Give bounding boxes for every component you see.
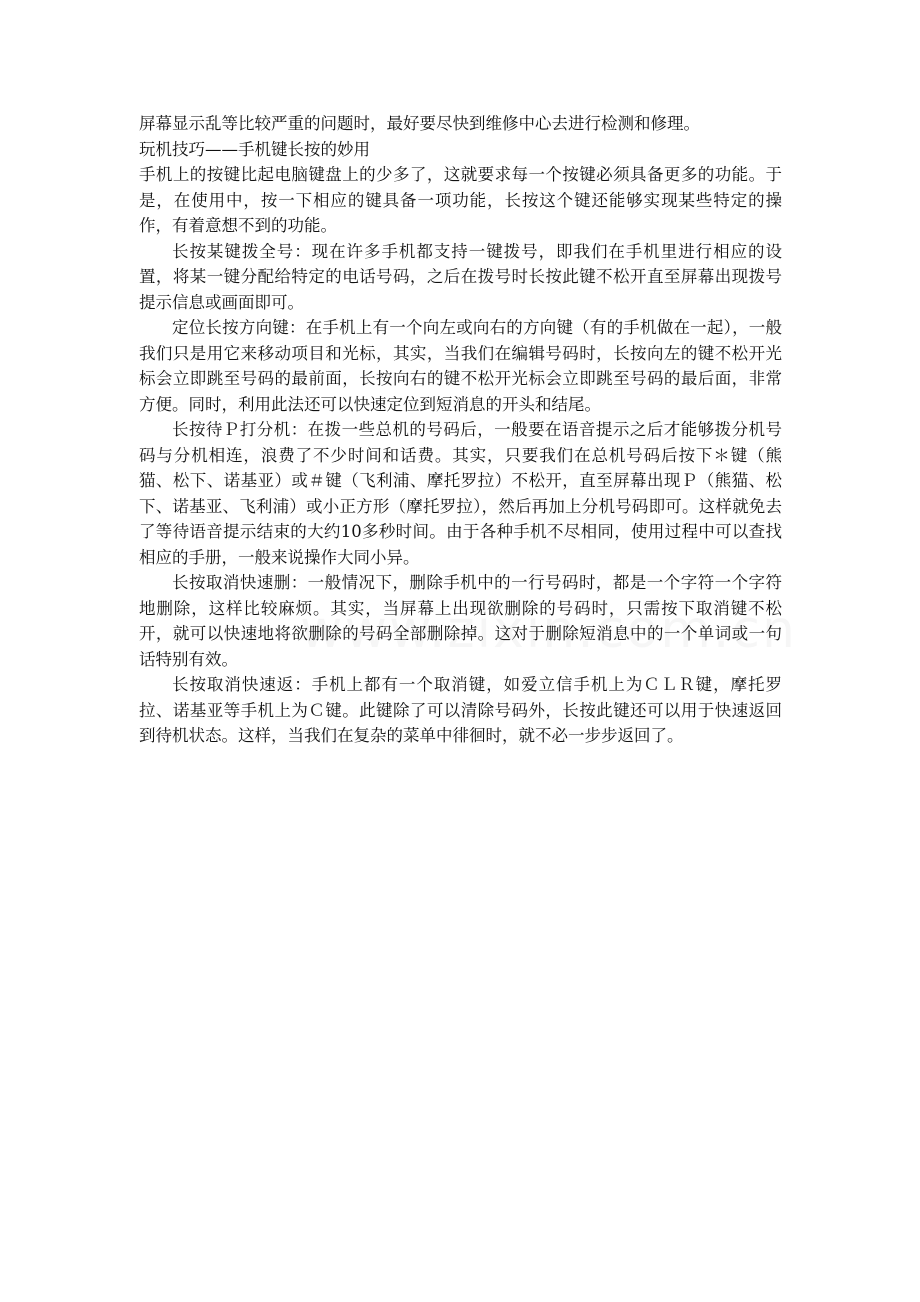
paragraph-1: 屏幕显示乱等比较严重的问题时，最好要尽快到维修中心去进行检测和修理。	[139, 114, 700, 133]
paragraph-direction-key: 定位长按方向键：在手机上有一个向左或向右的方向键（有的手机做在一起），一般我们只是用它来移动项目和光标，其实，当我们在编辑号码时，长按向左的键不松开光标会立即跳至号码的最前面，长按向右的键不松开光标会立即跳至号码的最后面，非常方便。同时，利用此法还可以快速定位到短消息的开头和结尾。	[139, 318, 782, 414]
section-title: 玩机技巧——手机键长按的妙用	[139, 139, 370, 159]
document-body	[139, 111, 782, 749]
paragraph-quick-delete: 长按取消快速删：一般情况下，删除手机中的一行号码时，都是一个字符一个字符地删除，这样比较麻烦。其实，当屏幕上出现欲删除的号码时，只需按下取消键不松开，就可以快速地将欲删除的号码全部删除掉。这对于删除短消息中的一个单词或一句话特别有效。	[139, 573, 782, 669]
paragraph-extension: 长按待Ｐ打分机：在拨一些总机的号码后，一般要在语音提示之后才能够拨分机号码与分机相连，浪费了不少时间和话费。其实，只要我们在总机号码后按下＊键（熊猫、松下、诺基亚）或＃键（飞利浦、摩托罗拉）不松开，直至屏幕出现Ｐ（熊猫、松下、诺基亚、飞利浦）或小正方形（摩托罗拉），然后再加上分机号码即可。这样就免去了等待语音提示结束的大约10多秒时间。由于各种手机不尽相同，使用过程中可以查找相应的手册，一般来说操作大同小异。	[139, 420, 782, 567]
paragraph-intro: 手机上的按键比起电脑键盘上的少多了，这就要求每一个按键必须具备更多的功能。于是，在使用中，按一下相应的键具备一项功能，长按这个键还能够实现某些特定的操作，有着意想不到的功能。	[139, 165, 782, 235]
paragraph-speed-dial: 长按某键拨全号：现在许多手机都支持一键拨号，即我们在手机里进行相应的设置，将某一键分配给特定的电话号码，之后在拨号时长按此键不松开直至屏幕出现拨号提示信息或画面即可。	[139, 241, 782, 312]
paragraph-quick-return: 长按取消快速返：手机上都有一个取消键，如爱立信手机上为ＣＬＲ键，摩托罗拉、诺基亚等手机上为Ｃ键。此键除了可以清除号码外，长按此键还可以用于快速返回到待机状态。这样，当我们在复杂的菜单中徘徊时，就不必一步步返回了。	[139, 675, 782, 745]
